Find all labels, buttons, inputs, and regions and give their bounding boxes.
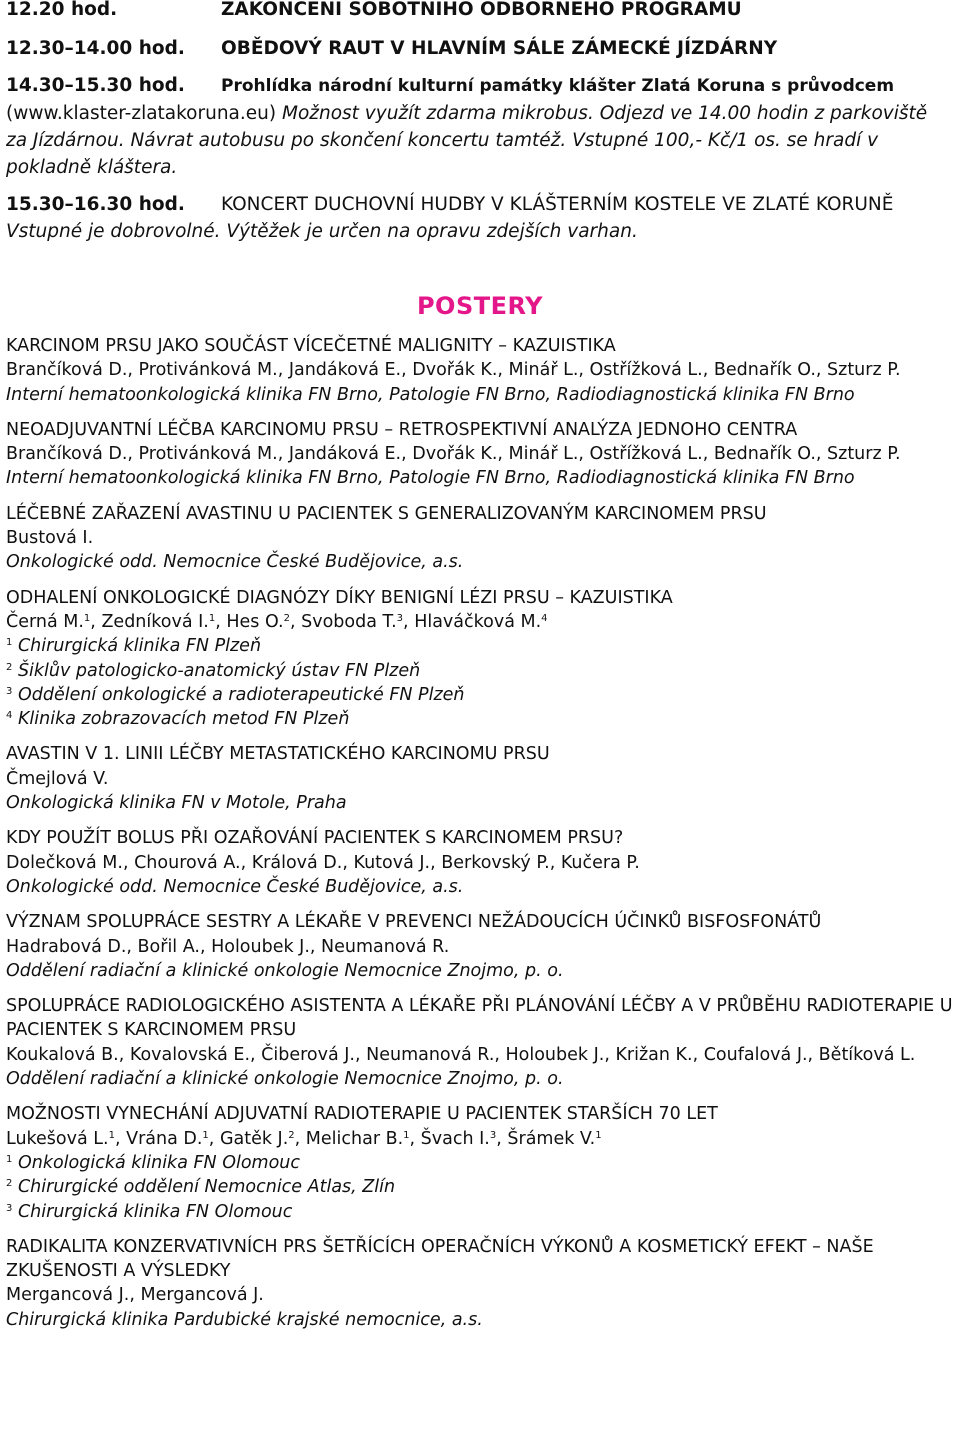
institution-number: 1: [6, 1153, 13, 1165]
poster-authors: Mergancová J., Mergancová J.: [6, 1285, 264, 1306]
poster-institution: Onkologická klinika FN v Motole, Praha: [6, 793, 347, 814]
author-affiliation: 1: [83, 612, 91, 624]
author-affiliation: 2: [288, 1129, 295, 1141]
schedule-time: 12.20 hod.: [6, 0, 118, 20]
schedule-event: ZAKONČENÍ SOBOTNÍHO ODBORNÉHO PROGRAMU: [221, 0, 742, 20]
schedule-detail-note: Možnost využít zdarma mikrobus. Odjezd ve 14.00 hodin z parkoviště za Jízdárnou. Návrat autobusu po skončení koncertu tamtéž. Vstupné 100,- Kč/1 os. se hradí v pokladně kláštera.: [6, 103, 928, 178]
poster-institution: [6, 1175, 954, 1199]
author-name: Hes O.: [226, 611, 284, 632]
author-name: Černá M.: [6, 611, 84, 632]
poster-authors: Lukešová L.$^1$, Vrána D.$^1$, Gatěk J.$^2$, Melichar B.$^1$, Švach I.$^3$, Šrámek V.$^1$: [6, 1128, 602, 1149]
institution-name: Oddělení onkologické a radioterapeutické FN Plzeň: [17, 684, 465, 705]
author-name: Zedníková I.: [101, 611, 209, 632]
section-title: POSTERY: [416, 292, 544, 320]
schedule-detail-note: Vstupné je dobrovolné. Výtěžek je určen na opravu zdejších varhan.: [6, 221, 638, 242]
institution-name: Chirurgická klinika FN Olomouc: [17, 1201, 293, 1222]
poster-institution: Interní hematoonkologická klinika FN Brno, Patologie FN Brno, Radiodiagnostická klinika FN Brno: [6, 384, 855, 405]
institution-name: Šiklův patologicko-anatomický ústav FN Plzeň: [17, 660, 421, 681]
poster-item: [6, 742, 954, 815]
poster-item: [6, 1102, 954, 1223]
poster-institution: [6, 707, 954, 731]
poster-item: [6, 334, 954, 407]
schedule-row: [6, 191, 954, 245]
institution-number: 2: [6, 661, 13, 673]
author-name: Lukešová L.: [6, 1128, 109, 1149]
institution-name: Chirurgická klinika FN Plzeň: [17, 636, 262, 657]
author-name: Melichar B.: [305, 1128, 404, 1149]
poster-title: RADIKALITA KONZERVATIVNÍCH PRS ŠETŘÍCÍCH OPERAČNÍCH VÝKONŮ A KOSMETICKÝ EFEKT – NAŠE ZKUŠENOSTI A VÝSLEDKY: [6, 1236, 874, 1282]
author-name: Šrámek V.: [507, 1128, 596, 1149]
author-affiliation: 1: [108, 1129, 115, 1141]
poster-institution: [6, 1200, 954, 1224]
poster-institution: Interní hematoonkologická klinika FN Brno, Patologie FN Brno, Radiodiagnostická klinika FN Brno: [6, 468, 855, 489]
author-name: Svoboda T.: [301, 611, 397, 632]
author-name: Vrána D.: [126, 1128, 203, 1149]
institution-number: 1: [6, 637, 13, 649]
author-name: Švach I.: [420, 1128, 490, 1149]
institution-name: Onkologická klinika FN Olomouc: [17, 1152, 301, 1173]
poster-institution: [6, 634, 954, 658]
author-affiliation: 3: [396, 612, 404, 624]
poster-authors: Dolečková M., Chourová A., Králová D., Kutová J., Berkovský P., Kučera P.: [6, 852, 640, 873]
poster-title: NEOADJUVANTNÍ LÉČBA KARCINOMU PRSU – RETROSPEKTIVNÍ ANALÝZA JEDNOHO CENTRA: [6, 419, 798, 440]
poster-item: [6, 502, 954, 575]
poster-title: AVASTIN V 1. LINII LÉČBY METASTATICKÉHO KARCINOMU PRSU: [6, 744, 550, 765]
schedule-row: [6, 35, 954, 62]
poster-title: SPOLUPRÁCE RADIOLOGICKÉHO ASISTENTA A LÉKAŘE PŘI PLÁNOVÁNÍ LÉČBY A V PRŮBĚHU RADIOTERAPIE U PACIENTEK S KARCINOMEM PRSU: [6, 996, 953, 1041]
schedule-time: 12.30–14.00 hod.: [6, 38, 185, 59]
poster-item: [6, 910, 954, 983]
poster-title: LÉČEBNÉ ZAŘAZENÍ AVASTINU U PACIENTEK S GENERALIZOVANÝM KARCINOMEM PRSU: [6, 503, 767, 524]
schedule-time: 14.30–15.30 hod.: [6, 75, 185, 96]
author-affiliation: 1: [208, 612, 216, 624]
poster-institution: Oddělení radiační a klinické onkologie Nemocnice Znojmo, p. o.: [6, 1069, 564, 1090]
schedule: [6, 0, 954, 245]
schedule-event: OBĚDOVÝ RAUT V HLAVNÍM SÁLE ZÁMECKÉ JÍZDÁRNY: [221, 38, 778, 59]
poster-authors: Bustová I.: [6, 528, 94, 549]
poster-institution: Oddělení radiační a klinické onkologie Nemocnice Znojmo, p. o.: [6, 960, 564, 981]
author-name: Hlaváčková M.: [414, 611, 542, 632]
poster-institution: Chirurgická klinika Pardubické krajské nemocnice, a.s.: [6, 1309, 483, 1330]
poster-title: KARCINOM PRSU JAKO SOUČÁST VÍCEČETNÉ MALIGNITY – KAZUISTIKA: [6, 336, 616, 356]
author-affiliation: 2: [283, 612, 290, 624]
poster-authors: Brančíková D., Protivánková M., Jandáková E., Dvořák K., Minář L., Ostřížková L., Bednařík O., Szturz P.: [6, 444, 901, 465]
poster-authors: Čmejlová V.: [6, 768, 109, 789]
schedule-row: [6, 0, 954, 23]
author-affiliation: 4: [541, 612, 548, 624]
schedule-event: KONCERT DUCHOVNÍ HUDBY V KLÁŠTERNÍM KOSTELE VE ZLATÉ KORUNĚ: [221, 194, 894, 215]
poster-item: [6, 994, 954, 1091]
poster-list: [6, 334, 954, 1343]
poster-item: [6, 1235, 954, 1332]
poster-item: [6, 418, 954, 491]
author-name: Gatěk J.: [219, 1128, 289, 1149]
poster-authors: Brančíková D., Protivánková M., Jandáková E., Dvořák K., Minář L., Ostřížková L., Bednařík O., Szturz P.: [6, 360, 901, 381]
institution-name: Chirurgické oddělení Nemocnice Atlas, Zlín: [17, 1177, 396, 1198]
author-affiliation: 1: [202, 1129, 209, 1141]
poster-institution: Onkologické odd. Nemocnice České Budějovice, a.s.: [6, 876, 464, 897]
institution-name: Klinika zobrazovacích metod FN Plzeň: [17, 709, 350, 730]
schedule-row: [6, 72, 954, 181]
author-affiliation: 1: [403, 1129, 410, 1141]
poster-item: [6, 586, 954, 732]
poster-title: MOŽNOSTI VYNECHÁNÍ ADJUVATNÍ RADIOTERAPIE U PACIENTEK STARŠÍCH 70 LET: [6, 1104, 718, 1125]
poster-institution: Onkologické odd. Nemocnice České Budějovice, a.s.: [6, 552, 464, 573]
poster-institution: [6, 683, 954, 707]
poster-item: [6, 826, 954, 899]
institution-number: 4: [6, 710, 13, 722]
poster-title: ODHALENÍ ONKOLOGICKÉ DIAGNÓZY DÍKY BENIGNÍ LÉZI PRSU – KAZUISTIKA: [6, 587, 673, 608]
poster-authors: Černá M.$^1$, Zedníková I.$^1$, Hes O.$^2$, Svoboda T.$^3$, Hlaváčková M.$^4$: [6, 611, 548, 632]
institution-number: 3: [6, 685, 13, 697]
institution-number: 2: [6, 1178, 13, 1190]
schedule-detail: (www.klaster-zlatakoruna.eu): [6, 103, 277, 124]
institution-number: 3: [6, 1202, 13, 1214]
poster-authors: Hadrabová D., Bořil A., Holoubek J., Neumanová R.: [6, 936, 450, 957]
schedule-event: Prohlídka národní kulturní památky klášter Zlatá Koruna s průvodcem: [221, 76, 895, 96]
author-affiliation: 1: [595, 1129, 602, 1141]
poster-institution: [6, 1151, 954, 1175]
schedule-time: 15.30–16.30 hod.: [6, 194, 185, 215]
poster-authors: Koukalová B., Kovalovská E., Čiberová J., Neumanová R., Holoubek J., Križan K., Coufalová J., Bětíková L.: [6, 1044, 916, 1065]
poster-title: VÝZNAM SPOLUPRÁCE SESTRY A LÉKAŘE V PREVENCI NEŽÁDOUCÍCH ÚČINKŮ BISFOSFONÁTŮ: [6, 912, 822, 933]
poster-title: KDY POUŽÍT BOLUS PŘI OZAŘOVÁNÍ PACIENTEK S KARCINOMEM PRSU?: [6, 828, 624, 849]
author-affiliation: 3: [489, 1129, 497, 1141]
poster-institution: [6, 659, 954, 683]
